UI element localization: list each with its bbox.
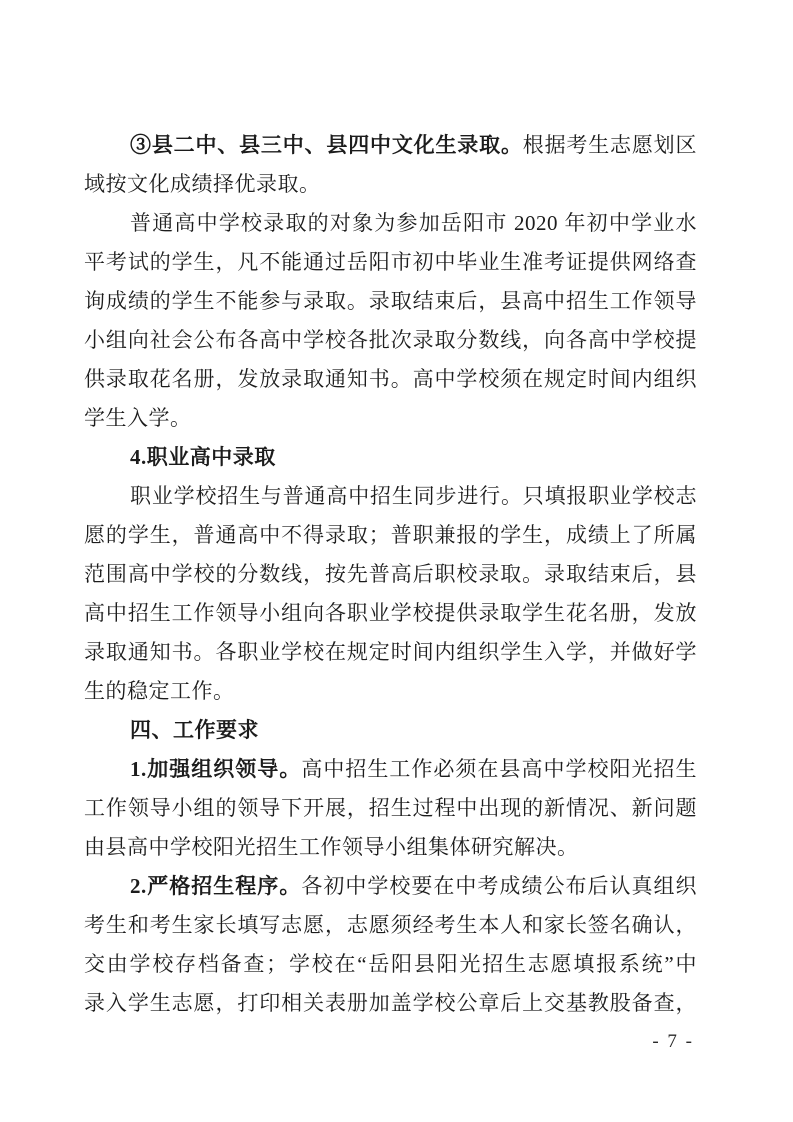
text-line	[84, 984, 697, 1023]
body-text: 高中招生工作必须在县高中学校阳光招生	[301, 757, 698, 781]
text-line	[84, 945, 697, 984]
text-line	[84, 750, 697, 789]
text-line	[84, 126, 697, 165]
text-line	[84, 906, 697, 945]
body-text: 供录取花名册，发放录取通知书。高中学校须在规定时间内组织	[84, 367, 697, 391]
text-line	[84, 438, 697, 477]
body-text: 交由学校存档备查；学校在“岳阳县阳光招生志愿填报系统”中	[84, 952, 697, 976]
text-line	[84, 711, 697, 750]
body-text: 域按文化成绩择优录取。	[84, 172, 321, 196]
body-text: 询成绩的学生不能参与录取。录取结束后，县高中招生工作领导	[84, 289, 697, 313]
body-text: 各初中学校要在中考成绩公布后认真组织	[301, 874, 698, 898]
text-line	[84, 516, 697, 555]
text-line	[84, 204, 697, 243]
emphasis-text: 四、工作要求	[130, 718, 259, 742]
text-line	[84, 282, 697, 321]
body-text: 由县高中学校阳光招生工作领导小组集体研究解决。	[84, 835, 579, 859]
text-line	[84, 672, 697, 711]
body-text: 普通高中学校录取的对象为参加岳阳市 2020 年初中学业水	[130, 211, 697, 235]
emphasis-text: 4.职业高中录取	[130, 445, 276, 469]
emphasis-text: 2.严格招生程序。	[130, 874, 302, 898]
body-text: 工作领导小组的领导下开展，招生过程中出现的新情况、新问题	[84, 796, 697, 820]
body-text: 录入学生志愿，打印相关表册加盖学校公章后上交基教股备查，	[84, 991, 697, 1015]
body-text: 考生和考生家长填写志愿，志愿须经考生本人和家长签名确认，	[84, 913, 697, 937]
text-line	[84, 243, 697, 282]
body-text: 小组向社会公布各高中学校各批次录取分数线，向各高中学校提	[84, 328, 697, 352]
text-line	[84, 633, 697, 672]
body-text: 愿的学生，普通高中不得录取；普职兼报的学生，成绩上了所属	[84, 523, 697, 547]
body-text: 生的稳定工作。	[84, 679, 235, 703]
emphasis-text: ③县二中、县三中、县四中文化生录取。	[130, 133, 523, 157]
text-line	[84, 828, 697, 867]
body-text: 职业学校招生与普通高中招生同步进行。只填报职业学校志	[130, 484, 697, 508]
text-line	[84, 594, 697, 633]
text-line	[84, 789, 697, 828]
text-line	[84, 867, 697, 906]
body-text: 学生入学。	[84, 406, 192, 430]
body-text: 范围高中学校的分数线，按先普高后职校录取。录取结束后，县	[84, 562, 697, 586]
text-line	[84, 555, 697, 594]
text-line	[84, 399, 697, 438]
body-text: 根据考生志愿划区	[522, 133, 698, 157]
body-text: 录取通知书。各职业学校在规定时间内组织学生入学，并做好学	[84, 640, 697, 664]
page-number: - 7 -	[652, 1031, 694, 1052]
text-line	[84, 360, 697, 399]
body-text: 平考试的学生，凡不能通过岳阳市初中毕业生准考证提供网络查	[84, 250, 697, 274]
text-line	[84, 321, 697, 360]
document-body	[84, 126, 697, 1023]
emphasis-text: 1.加强组织领导。	[130, 757, 302, 781]
text-line	[84, 165, 697, 204]
text-line	[84, 477, 697, 516]
body-text: 高中招生工作领导小组向各职业学校提供录取学生花名册，发放	[84, 601, 697, 625]
